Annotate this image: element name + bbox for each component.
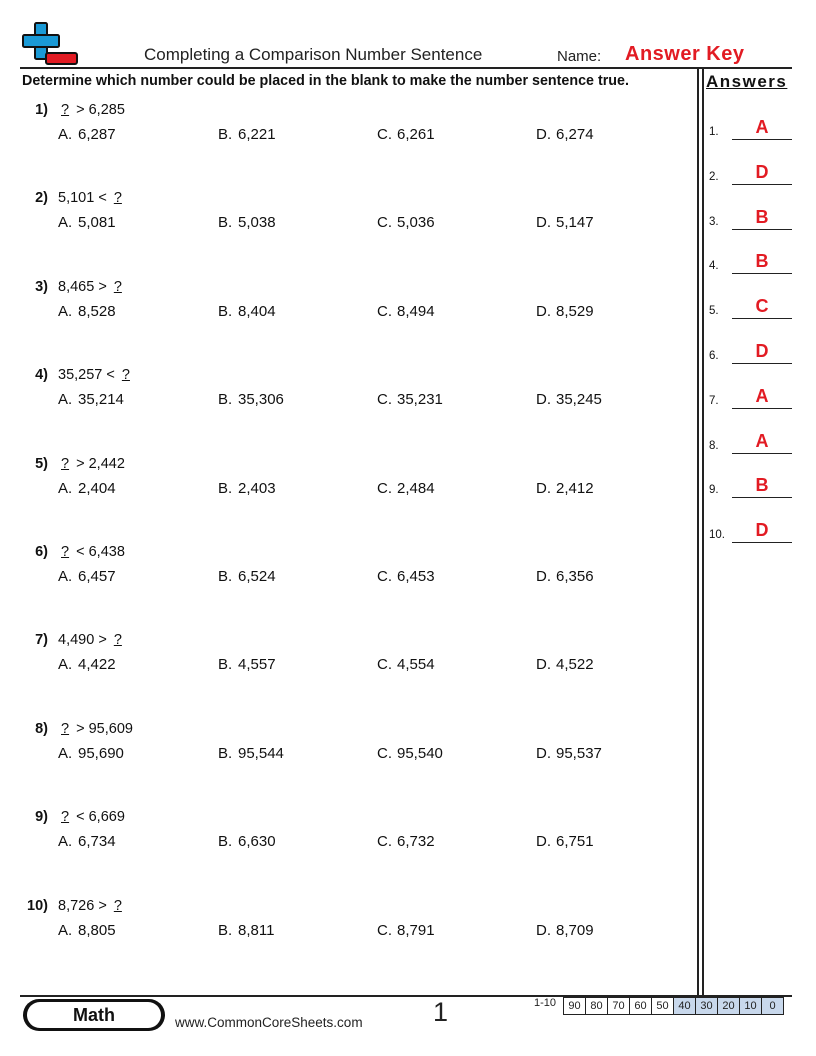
answer-line: [732, 273, 792, 274]
option-value: 35,231: [397, 391, 443, 409]
score-cell: 40: [673, 998, 695, 1014]
option-letter: A.: [58, 214, 73, 232]
sentence-left: 5,101 <: [58, 190, 111, 207]
answer-line: [732, 363, 792, 364]
option-value: 6,261: [397, 126, 435, 143]
answer-option: [536, 833, 594, 850]
answer-item: [709, 163, 793, 185]
answer-option: [218, 833, 276, 850]
option-letter: C.: [377, 744, 392, 762]
answer-number: 3.: [709, 215, 719, 228]
option-letter: A.: [58, 833, 73, 851]
option-value: 8,404: [238, 302, 276, 320]
sentence-blank: ?: [61, 544, 70, 560]
option-letter: C.: [377, 302, 392, 320]
option-letter: C.: [377, 568, 392, 585]
number-sentence: [58, 190, 125, 206]
answer-option: [536, 214, 594, 231]
option-value: 5,038: [238, 214, 276, 232]
question-item: [22, 456, 692, 506]
option-letter: C.: [377, 126, 392, 143]
question-number: 5): [35, 455, 48, 472]
answer-line: [732, 453, 792, 454]
score-cell: 80: [585, 998, 607, 1014]
answer-option: [58, 303, 116, 320]
sentence-blank: ?: [121, 367, 130, 384]
sentence-blank: ?: [113, 897, 122, 914]
option-letter: B.: [218, 302, 233, 320]
score-cell: 10: [739, 998, 761, 1014]
answer-option: [218, 922, 274, 939]
option-value: 5,147: [556, 214, 594, 232]
answer-option: [377, 303, 435, 320]
answer-option: [218, 656, 276, 673]
option-value: 6,734: [78, 833, 116, 851]
answer-number: 5.: [709, 305, 719, 318]
question-number: 4): [35, 367, 48, 384]
option-value: 6,356: [556, 568, 594, 585]
answer-option: [58, 391, 124, 408]
plus-minus-logo-icon: [22, 22, 80, 68]
option-letter: D.: [536, 833, 551, 851]
sentence-blank: ?: [61, 102, 70, 118]
number-sentence: [58, 367, 133, 383]
option-value: 2,484: [397, 479, 435, 497]
option-letter: C.: [377, 479, 392, 497]
question-item: [22, 809, 692, 859]
option-value: 4,554: [397, 656, 435, 674]
answer-number: 7.: [709, 394, 719, 407]
answer-letter: B: [755, 475, 769, 496]
score-table: [563, 997, 784, 1015]
option-letter: C.: [377, 656, 392, 674]
answer-item: [709, 297, 793, 319]
answer-option: [377, 126, 435, 143]
sentence-right: < 6,438: [72, 544, 125, 560]
option-letter: D.: [536, 744, 551, 762]
option-letter: A.: [58, 744, 73, 762]
answer-option: [377, 922, 435, 939]
sentence-left: 8,726 >: [58, 897, 111, 914]
answer-line: [732, 139, 792, 140]
answer-letter: A: [755, 117, 769, 137]
score-cell: 0: [761, 998, 783, 1014]
answer-line: [732, 318, 792, 319]
answer-option: [536, 568, 594, 585]
option-value: 95,544: [238, 744, 284, 762]
option-value: 5,081: [78, 214, 116, 232]
option-letter: A.: [58, 479, 73, 497]
option-letter: D.: [536, 214, 551, 232]
score-range-label: 1-10: [534, 997, 557, 1009]
option-value: 8,811: [238, 921, 275, 939]
option-letter: B.: [218, 214, 233, 232]
answer-option: [536, 391, 602, 408]
option-value: 6,732: [397, 833, 435, 851]
option-letter: A.: [58, 568, 73, 585]
score-cell: 70: [607, 998, 629, 1014]
answer-option: [218, 214, 276, 231]
option-letter: B.: [218, 479, 233, 497]
option-letter: B.: [218, 744, 233, 762]
option-value: 4,422: [78, 656, 116, 674]
option-value: 6,751: [556, 833, 594, 851]
answer-option: [377, 391, 443, 408]
score-cell: 20: [717, 998, 739, 1014]
option-letter: D.: [536, 126, 551, 143]
answer-option: [58, 568, 116, 585]
option-letter: D.: [536, 921, 551, 939]
number-sentence: [58, 632, 125, 648]
answer-item: [709, 208, 793, 230]
answer-line: [732, 229, 792, 230]
number-sentence: [58, 809, 125, 825]
answer-option: [536, 126, 594, 143]
answer-option: [218, 568, 276, 585]
option-letter: A.: [58, 656, 73, 674]
question-number: 9): [35, 809, 48, 826]
number-sentence: [58, 721, 133, 737]
answer-option: [536, 922, 594, 939]
answer-line: [732, 408, 792, 409]
answer-item: [709, 521, 793, 543]
answer-number: 6.: [709, 350, 719, 362]
option-value: 95,537: [556, 744, 602, 762]
sentence-blank: ?: [113, 632, 122, 649]
answer-item: [709, 118, 793, 140]
option-value: 6,221: [238, 126, 276, 143]
question-item: [22, 721, 692, 771]
answer-option: [377, 568, 435, 585]
answer-option: [58, 480, 116, 497]
option-letter: D.: [536, 656, 551, 674]
worksheet-title: Completing a Comparison Number Sentence: [144, 45, 483, 64]
sentence-left: 8,465 >: [58, 278, 111, 295]
answer-option: [536, 656, 594, 673]
answer-item: [709, 342, 793, 364]
question-item: [22, 190, 692, 240]
sentence-left: 35,257 <: [58, 367, 119, 384]
page-number: 1: [433, 997, 449, 1027]
answer-number: 4.: [709, 260, 719, 273]
answer-item: [709, 476, 793, 498]
sentence-left: 4,490 >: [58, 632, 111, 649]
answer-option: [218, 745, 284, 762]
answer-option: [58, 745, 124, 762]
option-value: 6,524: [238, 568, 276, 585]
option-value: 8,528: [78, 302, 116, 320]
score-cell: 60: [629, 998, 651, 1014]
sentence-blank: ?: [61, 720, 70, 737]
answer-option: [536, 480, 594, 497]
option-letter: B.: [218, 126, 233, 143]
answer-number: 9.: [709, 484, 719, 497]
answer-letter: D: [755, 520, 769, 541]
option-letter: B.: [218, 921, 233, 939]
option-letter: A.: [58, 921, 73, 939]
option-value: 4,522: [556, 656, 594, 674]
question-number: 3): [35, 278, 48, 295]
answer-option: [218, 303, 276, 320]
answer-number: 10.: [709, 529, 725, 542]
question-item: [22, 102, 692, 152]
option-letter: B.: [218, 391, 233, 409]
option-value: 35,214: [78, 391, 124, 409]
option-value: 8,529: [556, 302, 594, 320]
answer-letter: A: [755, 430, 769, 451]
answer-letter: D: [755, 161, 769, 182]
option-letter: A.: [58, 391, 73, 409]
option-value: 5,036: [397, 214, 435, 232]
answer-option: [377, 214, 435, 231]
option-value: 35,306: [238, 391, 284, 409]
option-value: 8,709: [556, 921, 594, 939]
answer-letter: A: [755, 385, 769, 406]
header-divider: [20, 67, 792, 69]
answer-letter: B: [755, 251, 769, 272]
answer-option: [218, 480, 276, 497]
answer-number: 8.: [709, 439, 719, 452]
answer-letter: D: [755, 341, 769, 361]
option-value: 95,540: [397, 744, 443, 762]
answer-line: [732, 542, 792, 543]
option-letter: C.: [377, 391, 392, 409]
question-item: [22, 632, 692, 682]
answer-option: [377, 480, 435, 497]
option-value: 4,557: [238, 656, 276, 674]
option-value: 8,494: [397, 302, 435, 320]
option-letter: C.: [377, 921, 392, 939]
answer-option: [58, 656, 116, 673]
answer-letter: C: [755, 296, 769, 317]
score-cell: 50: [651, 998, 673, 1014]
answer-item: [709, 387, 793, 409]
site-url: www.CommonCoreSheets.com: [175, 1015, 363, 1030]
answer-option: [377, 833, 435, 850]
answer-item: [709, 252, 793, 274]
option-letter: D.: [536, 391, 551, 409]
answer-number: 1.: [709, 126, 719, 138]
answer-option: [58, 214, 116, 231]
option-value: 8,791: [397, 921, 435, 939]
subject-badge: [23, 999, 165, 1031]
answer-option: [536, 745, 602, 762]
answer-option: [218, 391, 284, 408]
answer-option: [58, 922, 116, 939]
sentence-blank: ?: [61, 455, 70, 472]
question-item: [22, 898, 692, 948]
question-number: 2): [35, 190, 48, 207]
option-value: 2,403: [238, 479, 276, 497]
number-sentence: [58, 279, 125, 295]
option-letter: A.: [58, 302, 73, 320]
answer-option: [377, 656, 435, 673]
answer-option: [536, 303, 594, 320]
sentence-blank: ?: [113, 278, 122, 295]
answer-option: [218, 126, 276, 143]
question-item: [22, 544, 692, 594]
answer-option: [377, 745, 443, 762]
option-value: 8,805: [78, 921, 116, 939]
answer-column-divider: [702, 67, 704, 995]
question-number: 8): [35, 720, 48, 737]
sentence-right: < 6,669: [72, 809, 125, 826]
sentence-blank: ?: [61, 809, 70, 826]
option-value: 2,412: [556, 479, 594, 497]
option-value: 6,630: [238, 833, 276, 851]
option-value: 6,457: [78, 568, 116, 585]
option-value: 95,690: [78, 744, 124, 762]
option-letter: C.: [377, 833, 392, 851]
question-item: [22, 279, 692, 329]
option-letter: D.: [536, 568, 551, 585]
sentence-blank: ?: [113, 190, 122, 207]
sentence-right: > 6,285: [72, 102, 125, 118]
option-value: 6,453: [397, 568, 435, 585]
answer-line: [732, 184, 792, 185]
number-sentence: [58, 456, 125, 472]
question-number: 7): [35, 632, 48, 649]
option-value: 6,274: [556, 126, 594, 143]
option-letter: A.: [58, 126, 73, 143]
option-letter: D.: [536, 479, 551, 497]
name-label: Name:: [557, 48, 602, 65]
option-letter: B.: [218, 656, 233, 674]
answer-number: 2.: [709, 170, 719, 183]
answer-letter: B: [755, 206, 769, 227]
answer-item: [709, 432, 793, 454]
question-number: 1): [35, 102, 48, 118]
option-letter: B.: [218, 833, 233, 851]
answer-line: [732, 497, 792, 498]
score-cell: 90: [568, 1000, 581, 1012]
subject-label: Math: [27, 1002, 161, 1028]
answer-key-label: Answer Key: [625, 43, 745, 65]
option-letter: C.: [377, 214, 392, 232]
score-cell: 30: [695, 998, 717, 1014]
answer-column-divider: [697, 67, 699, 995]
option-value: 35,245: [556, 391, 602, 409]
option-letter: B.: [218, 568, 233, 585]
number-sentence: [58, 102, 125, 118]
option-value: 2,404: [78, 479, 116, 497]
question-number: 6): [35, 544, 48, 560]
option-letter: D.: [536, 302, 551, 320]
instructions: Determine which number could be placed in the blank to make the number sentence true.: [22, 73, 629, 89]
answers-title: Answers: [706, 72, 788, 91]
number-sentence: [58, 544, 125, 560]
question-number: 10): [27, 897, 48, 914]
answer-option: [58, 833, 116, 850]
option-value: 6,287: [78, 126, 116, 143]
answer-option: [58, 126, 116, 143]
number-sentence: [58, 898, 125, 914]
question-item: [22, 367, 692, 417]
sentence-right: > 2,442: [72, 455, 125, 472]
sentence-right: > 95,609: [72, 720, 133, 737]
